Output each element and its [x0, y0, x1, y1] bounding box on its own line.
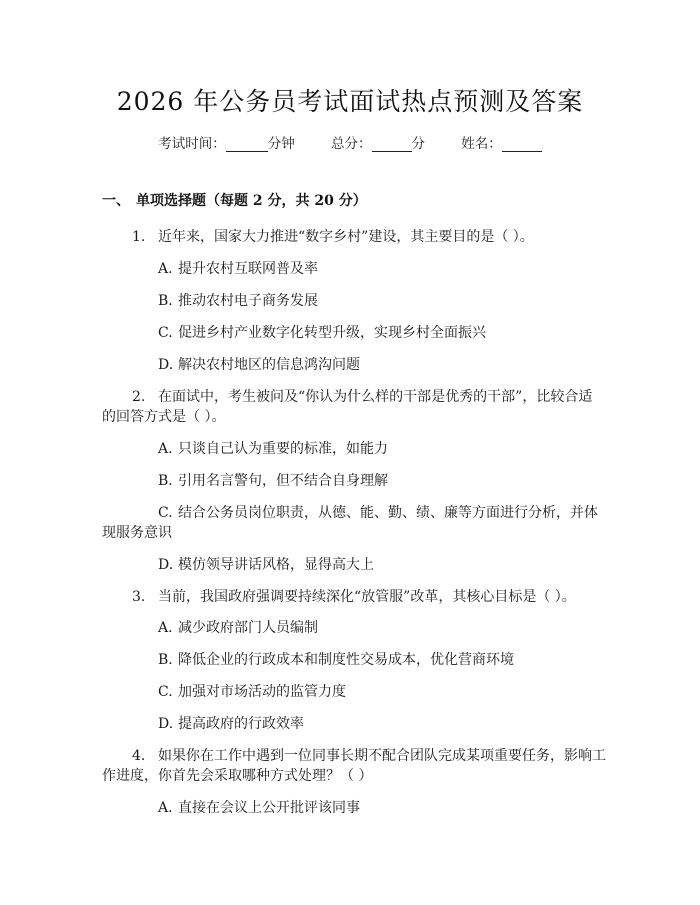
q3-option-c [158, 681, 346, 701]
option-text-line1: 结合公务员岗位职责，从德、能、勤、绩、廉等方面进行分析，并体 [178, 505, 598, 521]
name-label: 姓名： [461, 136, 502, 152]
question-2 [132, 386, 592, 406]
q2-option-a [158, 438, 388, 458]
time-blank [226, 138, 268, 152]
option-letter: D. [158, 557, 174, 573]
question-2-cont: 的回答方式是（ ）。 [102, 409, 226, 425]
question-number: 2. [132, 389, 146, 405]
option-letter: D. [158, 357, 174, 373]
option-text: 减少政府部门人员编制 [178, 620, 318, 636]
question-4 [132, 745, 606, 765]
option-letter: C. [158, 684, 173, 700]
question-text-line1: 在面试中，考生被问及“你认为什么样的干部是优秀的干部”，比较合适 [158, 389, 593, 405]
question-text: 当前，我国政府强调要持续深化“放管服”改革，其核心目标是（ ）。 [158, 589, 576, 605]
q1-option-a [158, 258, 318, 278]
q1-option-d [158, 354, 360, 374]
option-text: 模仿领导讲话风格，显得高大上 [178, 557, 374, 573]
q1-option-c [158, 322, 486, 342]
exam-meta [0, 132, 700, 152]
option-letter: D. [158, 716, 174, 732]
option-letter: C. [158, 505, 173, 521]
time-label: 考试时间： [158, 136, 226, 152]
name-blank [502, 138, 542, 152]
option-text: 降低企业的行政成本和制度性交易成本，优化营商环境 [178, 652, 514, 668]
question-number: 4. [132, 748, 146, 764]
q3-option-d [158, 713, 304, 733]
option-letter: B. [158, 473, 173, 489]
option-text: 提高政府的行政效率 [178, 716, 304, 732]
exam-time [158, 132, 295, 152]
q2-option-c [158, 502, 598, 522]
question-1 [132, 226, 534, 246]
option-letter: B. [158, 293, 173, 309]
q3-option-b [158, 649, 514, 669]
option-letter: A. [158, 261, 173, 277]
q2-option-c-cont: 现服务意识 [102, 525, 172, 541]
section-title: 单项选择题（每题 2 分，共 20 分） [136, 193, 367, 209]
option-text: 促进乡村产业数字化转型升级，实现乡村全面振兴 [178, 325, 486, 341]
score-blank [372, 138, 412, 152]
page-title: 2026 年公务员考试面试热点预测及答案 [116, 87, 584, 116]
option-text: 推动农村电子商务发展 [178, 293, 318, 309]
q3-option-a [158, 617, 318, 637]
section-heading [102, 190, 367, 210]
option-text: 引用名言警句，但不结合自身理解 [178, 473, 388, 489]
score-label: 总分： [331, 136, 372, 152]
time-unit: 分钟 [267, 136, 295, 152]
question-number: 3. [132, 589, 146, 605]
question-4-cont: 作进度，你首先会采取哪种方式处理？（ ） [102, 768, 373, 784]
option-letter: A. [158, 441, 173, 457]
option-text: 提升农村互联网普及率 [178, 261, 318, 277]
option-letter: B. [158, 652, 173, 668]
section-number: 一、 [102, 193, 130, 209]
option-letter: A. [158, 620, 173, 636]
question-number: 1. [132, 229, 146, 245]
exam-name [461, 132, 542, 152]
question-text: 近年来，国家大力推进“数字乡村”建设，其主要目的是（ ）。 [158, 229, 534, 245]
option-letter: A. [158, 800, 173, 816]
q2-option-b [158, 470, 388, 490]
question-3 [132, 586, 576, 606]
exam-score [331, 132, 425, 152]
option-text: 只谈自己认为重要的标准，如能力 [178, 441, 388, 457]
option-letter: C. [158, 325, 173, 341]
q4-option-a [158, 797, 360, 817]
option-text: 直接在会议上公开批评该同事 [178, 800, 360, 816]
question-text-line1: 如果你在工作中遇到一位同事长期不配合团队完成某项重要任务，影响工 [158, 748, 606, 764]
option-text: 解决农村地区的信息鸿沟问题 [178, 357, 360, 373]
q2-option-d [158, 554, 374, 574]
score-unit: 分 [411, 136, 425, 152]
option-text: 加强对市场活动的监管力度 [178, 684, 346, 700]
q1-option-b [158, 290, 318, 310]
